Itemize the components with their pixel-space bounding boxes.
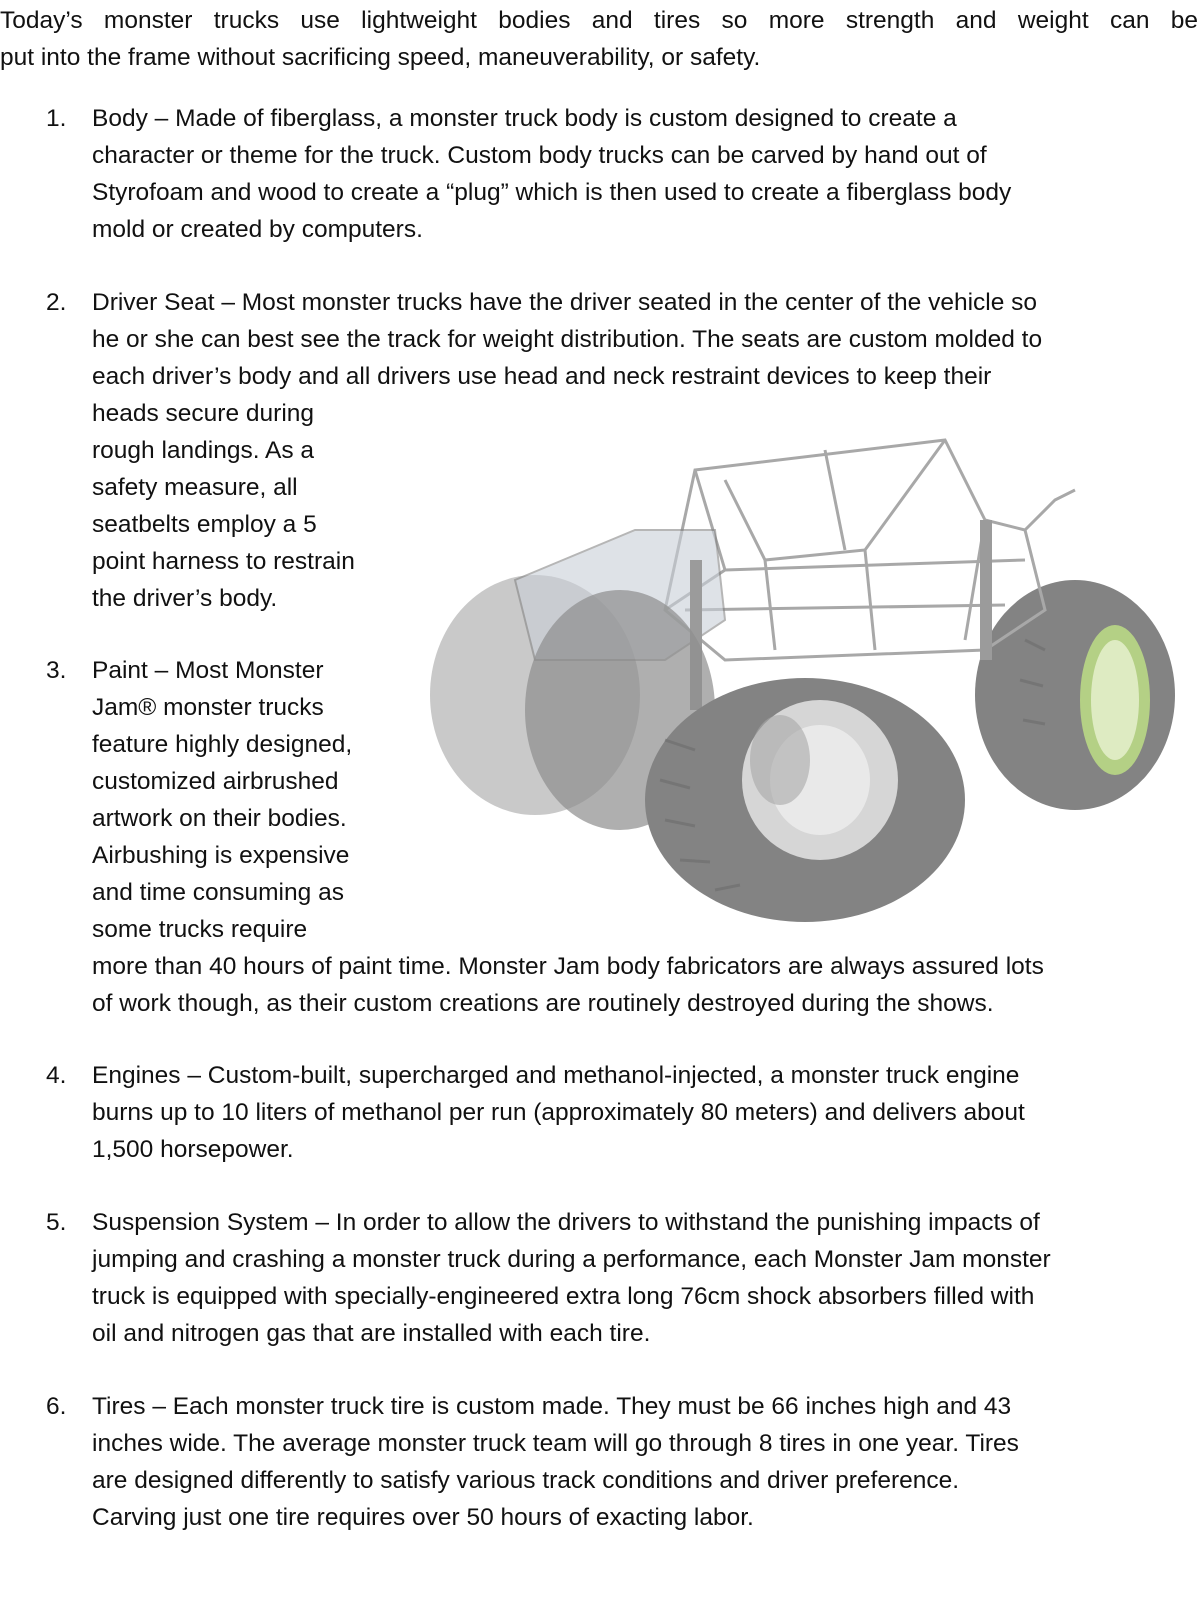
text-line: character or theme for the truck. Custom body trucks can be carved by hand out of — [92, 142, 987, 169]
intro-paragraph — [0, 2, 1198, 76]
list-number: 2. — [46, 289, 67, 316]
text-line: feature highly designed, — [92, 731, 353, 758]
text-line: the driver’s body. — [92, 585, 278, 612]
text-line: seatbelts employ a 5 — [92, 511, 317, 538]
text-line: Body – Made of fiberglass, a monster truck body is custom designed to create a — [92, 105, 957, 132]
text-line: and time consuming as — [92, 879, 344, 906]
list-item-text — [92, 1204, 1178, 1352]
text-line: he or she can best see the track for weight distribution. The seats are custom molded to — [92, 326, 1043, 353]
text-line: inches wide. The average monster truck team will go through 8 tires in one year. Tires — [92, 1430, 1019, 1457]
list-number: 4. — [46, 1062, 67, 1089]
text-line: mold or created by computers. — [92, 216, 423, 243]
list-number: 6. — [46, 1393, 67, 1420]
text-line: truck is equipped with specially-engineered extra long 76cm shock absorbers filled with — [92, 1283, 1035, 1310]
text-line: Driver Seat – Most monster trucks have the driver seated in the center of the vehicle so — [92, 289, 1038, 316]
list-item-text — [92, 1057, 1178, 1168]
text-line: oil and nitrogen gas that are installed with each tire. — [92, 1320, 651, 1347]
list-item-text — [92, 100, 1178, 248]
text-line: Tires – Each monster truck tire is custom made. They must be 66 inches high and 43 — [92, 1393, 1012, 1420]
text-line: of work though, as their custom creations are routinely destroyed during the shows. — [92, 990, 994, 1017]
text-line: safety measure, all — [92, 474, 298, 501]
text-line: Styrofoam and wood to create a “plug” which is then used to create a fiberglass body — [92, 179, 1012, 206]
text-line: customized airbrushed — [92, 768, 339, 795]
text-line: Engines – Custom-built, supercharged and methanol-injected, a monster truck engine — [92, 1062, 1020, 1089]
text-line: Paint – Most Monster — [92, 657, 324, 684]
text-line: Airbushing is expensive — [92, 842, 350, 869]
monster-truck-chassis-icon — [425, 410, 1190, 925]
text-line: Carving just one tire requires over 50 hours of exacting labor. — [92, 1504, 754, 1531]
intro-line-1: Today’s monster trucks use lightweight bodies and tires so more strength and weight can be — [0, 7, 1198, 34]
text-line: heads secure during — [92, 400, 315, 427]
list-item-text — [92, 1388, 1178, 1536]
text-line: 1,500 horsepower. — [92, 1136, 294, 1163]
monster-truck-image — [425, 410, 1190, 925]
text-line: Jam® monster trucks — [92, 694, 324, 721]
text-line: artwork on their bodies. — [92, 805, 347, 832]
text-line: rough landings. As a — [92, 437, 315, 464]
list-number: 3. — [46, 657, 67, 684]
intro-line-2: put into the frame without sacrificing speed, maneuverability, or safety. — [0, 44, 761, 71]
list-number: 5. — [46, 1209, 67, 1236]
text-line: burns up to 10 liters of methanol per run (approximately 80 meters) and delivers about — [92, 1099, 1025, 1126]
text-line: some trucks require — [92, 916, 308, 943]
text-line: each driver’s body and all drivers use head and neck restraint devices to keep their — [92, 363, 992, 390]
text-line: more than 40 hours of paint time. Monster Jam body fabricators are always assured lots — [92, 953, 1044, 980]
text-line: jumping and crashing a monster truck during a performance, each Monster Jam monster — [92, 1246, 1051, 1273]
text-line: Suspension System – In order to allow the drivers to withstand the punishing impacts of — [92, 1209, 1040, 1236]
text-line: are designed differently to satisfy various track conditions and driver preference. — [92, 1467, 960, 1494]
list-number: 1. — [46, 105, 67, 132]
text-line: point harness to restrain — [92, 548, 355, 575]
